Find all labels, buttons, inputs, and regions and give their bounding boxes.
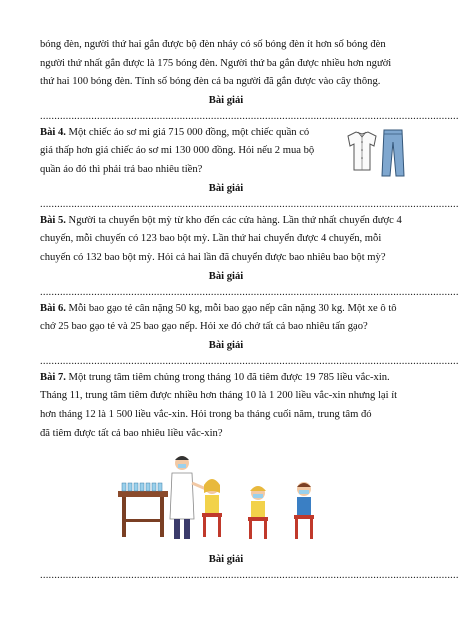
- answer-line: ...................................................................................................................................................: [40, 355, 459, 367]
- intro-line-1: bóng đèn, người thứ hai gắn được bộ đèn nháy có số bóng đèn ít hơn số bóng đèn: [40, 39, 386, 50]
- problem-4: [40, 124, 412, 180]
- solution-label: Bài giải: [208, 270, 244, 282]
- intro-line-3: thứ hai 100 bóng đèn. Tính số bóng đèn cả ba người đã gắn được vào cây thông.: [40, 76, 381, 88]
- problem-5-line-1: Bài 5. Người ta chuyển bột mỳ từ kho đến các cửa hàng. Lần thứ nhất chuyển được 4: [40, 214, 402, 226]
- vaccination-scene-illustration: [116, 449, 336, 549]
- answer-line: ...................................................................................................................................................: [40, 198, 459, 210]
- pants-icon: [382, 130, 404, 176]
- problem-4-line-3: quần áo đó thì phải trả bao nhiêu tiền?: [40, 163, 203, 175]
- child-masked-icon: [248, 486, 268, 539]
- problem-7-line-1: Bài 7. Một trung tâm tiêm chủng trong tháng 10 đã tiêm được 19 785 liều vắc-xin.: [40, 371, 390, 383]
- child-blonde-icon: [202, 479, 222, 537]
- problem-7-label: Bài 7.: [40, 371, 66, 383]
- problem-7-line-3: hơn tháng 12 là 1 500 liều vắc-xin. Hỏi trong ba tháng cuối năm, trung tâm đó: [40, 408, 372, 420]
- problem-4-line-2: giá thấp hơn giá chiếc áo sơ mi 130 000 đồng. Hỏi nếu 2 mua bộ: [40, 145, 315, 157]
- doctor-icon: [170, 456, 206, 539]
- vaccine-table-icon: [118, 483, 168, 537]
- solution-label: Bài giải: [208, 182, 244, 194]
- problem-4-line-1: Bài 4. Một chiếc áo sơ mi giá 715 000 đồng, một chiếc quần có: [40, 126, 310, 138]
- answer-line: ...................................................................................................................................................: [40, 570, 459, 582]
- child-boy-icon: [294, 482, 314, 539]
- problem-7-line-2: Tháng 11, trung tâm tiêm được nhiều hơn tháng 10 là 1 200 liều vắc-xin nhưng lại ít: [40, 390, 398, 402]
- problem-7-line-4: đã tiêm được tất cả bao nhiêu liều vắc-xin?: [40, 427, 223, 439]
- problem-5-label: Bài 5.: [40, 214, 66, 226]
- solution-label: Bài giải: [208, 554, 244, 566]
- problem-6-label: Bài 6.: [40, 302, 66, 314]
- problem-6-line-1: Bài 6. Mỗi bao gạo tẻ cân nặng 50 kg, mỗi bao gạo nếp cân nặng 30 kg. Một xe ô tô: [40, 302, 397, 314]
- shirt-pants-illustration: [340, 124, 412, 180]
- intro-line-2: người thứ nhất gắn được là 175 bóng đèn. Người thứ ba gắn được nhiều hơn người: [40, 57, 392, 69]
- problem-4-label: Bài 4.: [40, 126, 66, 138]
- problem-6-line-2: chở 25 bao gạo tẻ và 25 bao gạo nếp. Hỏi xe đó chở tất cả bao nhiêu tấn gạo?: [40, 321, 368, 333]
- shirt-icon: [348, 132, 376, 170]
- answer-line: ...................................................................................................................................................: [40, 286, 459, 298]
- answer-line: ...................................................................................................................................................: [40, 110, 459, 122]
- problem-5-line-2: chuyến, mỗi chuyến có 123 bao bột mỳ. Lần thứ hai chuyển được 4 chuyến, mỗi: [40, 233, 382, 245]
- worksheet-page: [40, 36, 459, 583]
- problem-5-line-3: chuyến có 132 bao bột mỳ. Hỏi cả hai lần đã chuyển được bao nhiêu bao bột mỳ?: [40, 251, 386, 263]
- solution-label: Bài giải: [208, 339, 244, 351]
- solution-label: Bài giải: [208, 94, 244, 106]
